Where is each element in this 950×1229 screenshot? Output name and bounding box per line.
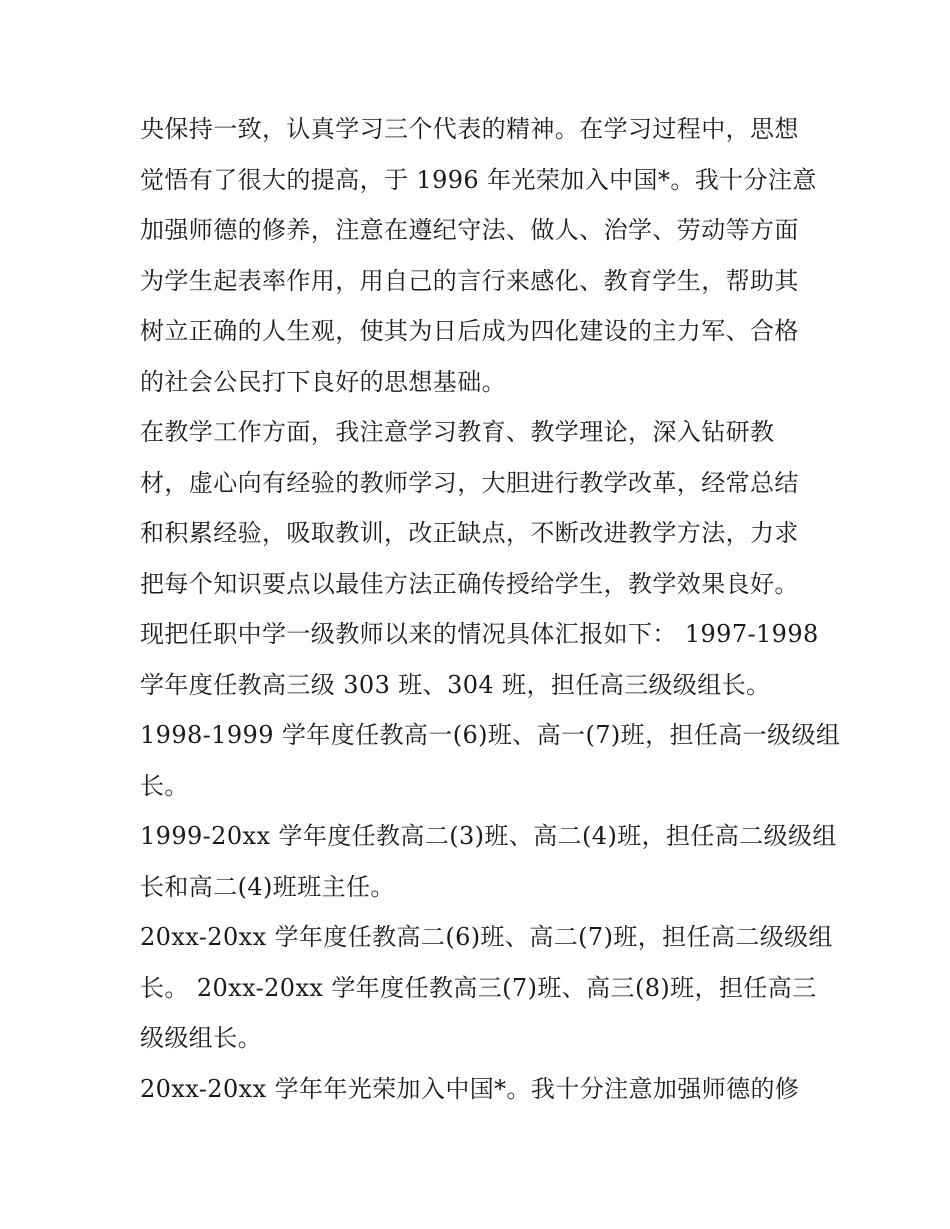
text-line: 20xx-20xx 学年度任教高二(6)班、高二(7)班，担任高二级级组: [140, 923, 833, 951]
text-line: 学年度任教高三级 303 班、304 班，担任高三级级组长。: [140, 670, 771, 699]
text-line: 20xx-20xx 学年年光荣加入中国*。我十分注意加强师德的修: [140, 1074, 800, 1103]
text-line: 1998-1999 学年度任教高一(6)班、高一(7)班，担任高一级级组: [140, 721, 841, 749]
text-line: 长和高二(4)班班主任。: [140, 872, 395, 901]
text-line: 材，虚心向有经验的教师学习，大胆进行教学改革，经常总结: [140, 468, 799, 497]
text-line: 长。 20xx-20xx 学年度任教高三(7)班、高三(8)班，担任高三: [140, 973, 817, 1002]
text-line: 1999-20xx 学年度任教高二(3)班、高二(4)班，担任高二级级组: [140, 822, 837, 850]
document-body: [140, 104, 841, 1114]
text-line: 把每个知识要点以最佳方法正确传授给学生，教学效果良好。: [140, 569, 799, 598]
text-line: 级级组长。: [140, 1024, 262, 1052]
text-line: 在教学工作方面，我注意学习教育、教学理论，深入钻研教: [140, 418, 775, 446]
text-line: 为学生起表率作用，用自己的言行来感化、教育学生，帮助其: [140, 266, 799, 295]
text-line: 和积累经验，吸取教训，改正缺点，不断改进教学方法，力求: [140, 519, 799, 547]
text-line: 的社会公民打下良好的思想基础。: [140, 367, 506, 396]
text-line: 树立正确的人生观，使其为日后成为四化建设的主力军、合格: [140, 317, 799, 345]
text-line: 长。: [140, 771, 189, 800]
text-line: 加强师德的修养，注意在遵纪守法、做人、治学、劳动等方面: [140, 216, 799, 244]
text-line: 央保持一致，认真学习三个代表的精神。在学习过程中，思想: [140, 115, 799, 143]
text-line: 觉悟有了很大的提高，于 1996 年光荣加入中国*。我十分注意: [140, 165, 817, 194]
text-line: 现把任职中学一级教师以来的情况具体汇报如下： 1997-1998: [140, 620, 819, 648]
